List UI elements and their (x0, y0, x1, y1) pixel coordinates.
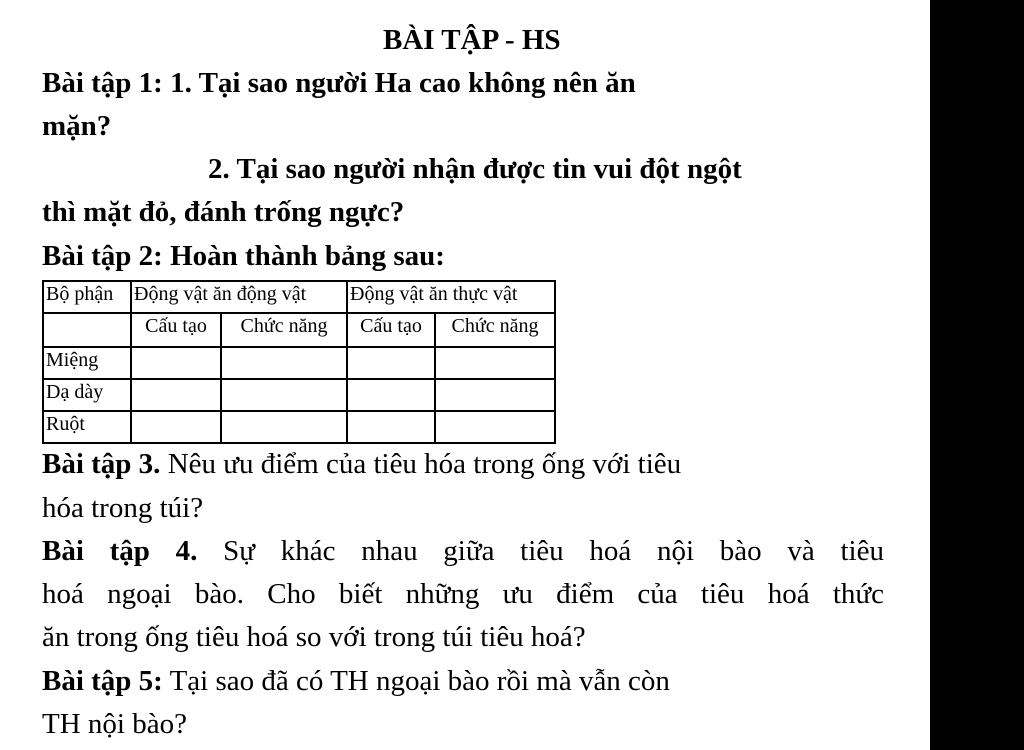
table-cell (131, 379, 221, 411)
row-label-mouth: Miệng (43, 347, 131, 379)
subheader-function-2: Chức năng (435, 313, 555, 347)
subheader-structure-1: Cấu tạo (131, 313, 221, 347)
exercise-3-line-1 (42, 446, 681, 482)
row-label-intestine: Ruột (43, 411, 131, 443)
table-cell (435, 379, 555, 411)
header-part: Bộ phận (43, 281, 131, 313)
table-cell (131, 347, 221, 379)
exercise-3-line-2: hóa trong túi? (42, 492, 204, 524)
exercise-5-text: Tại sao đã có TH ngoại bào rồi mà vẫn còn (162, 665, 670, 697)
header-carnivore: Động vật ăn động vật (131, 281, 347, 313)
exercise-4-line-2: hoá ngoại bào. Cho biết những ưu điểm của tiêu hoá thức (42, 578, 884, 610)
table-row (43, 411, 555, 443)
table-cell (221, 379, 347, 411)
exercise-1-line-4: thì mặt đỏ, đánh trống ngực? (42, 196, 405, 228)
exercise-5-line-2: TH nội bào? (42, 708, 187, 740)
table-cell (347, 379, 435, 411)
exercise-5-label: Bài tập 5: (42, 665, 163, 697)
exercise-5-line-1 (42, 663, 670, 699)
table-cell (221, 411, 347, 443)
subheader-structure-2: Cấu tạo (347, 313, 435, 347)
page-title: BÀI TẬP - HS (383, 24, 561, 56)
table-header-row (43, 281, 555, 313)
exercise-1-line-3: 2. Tại sao người nhận được tin vui đột ngột (208, 153, 742, 185)
table-subheader-row (43, 313, 555, 347)
exercise-3-text: Nêu ưu điểm của tiêu hóa trong ống với tiêu (160, 448, 682, 480)
digestion-table (42, 280, 556, 444)
exercise-3-label: Bài tập 3. (42, 448, 161, 480)
exercise-2-heading: Bài tập 2: Hoàn thành bảng sau: (42, 240, 445, 272)
exercise-4-line-3: ăn trong ống tiêu hoá so với trong túi tiêu hoá? (42, 621, 586, 653)
header-herbivore: Động vật ăn thực vật (347, 281, 555, 313)
table-cell (347, 411, 435, 443)
table-cell (435, 411, 555, 443)
subheader-empty (43, 313, 131, 347)
table-cell (221, 347, 347, 379)
table-row (43, 347, 555, 379)
table-cell (131, 411, 221, 443)
table-cell (435, 347, 555, 379)
row-label-stomach: Dạ dày (43, 379, 131, 411)
exercise-1-line-2: mặn? (42, 110, 112, 142)
exercise-4-label: Bài tập 4. (42, 535, 198, 567)
exercise-4-text: Sự khác nhau giữa tiêu hoá nội bào và tiêu (197, 535, 884, 567)
right-dark-border (930, 0, 1024, 750)
table-cell (347, 347, 435, 379)
exercise-1-line-1: Bài tập 1: 1. Tại sao người Ha cao không nên ăn (42, 67, 636, 99)
table-row (43, 379, 555, 411)
exercise-4-line-1 (42, 533, 884, 569)
subheader-function-1: Chức năng (221, 313, 347, 347)
